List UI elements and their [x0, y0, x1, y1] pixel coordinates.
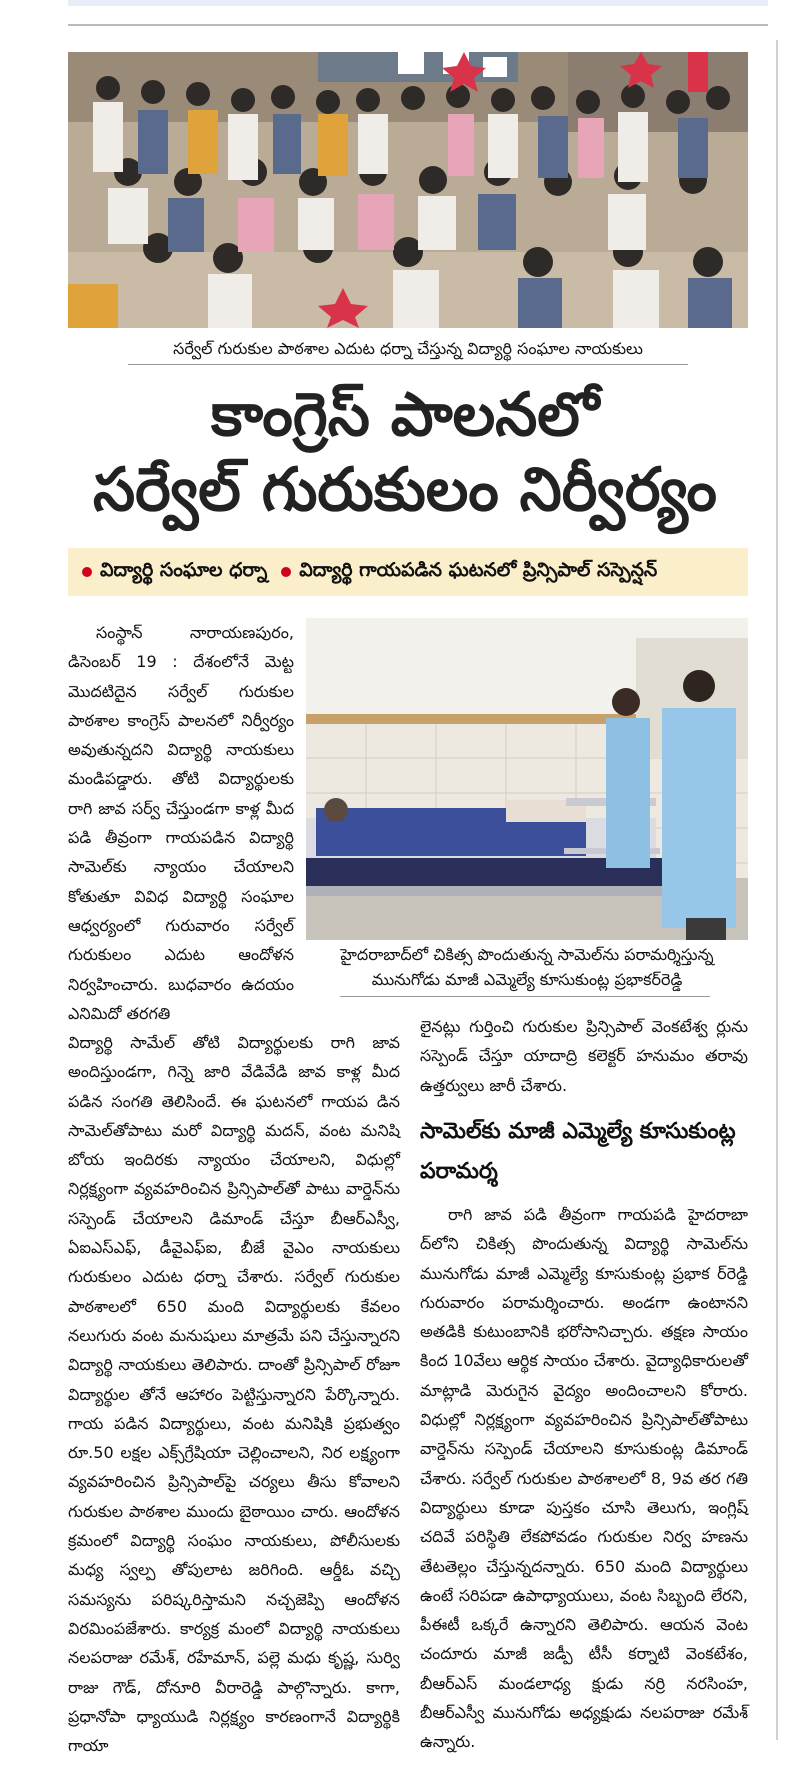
caption-rule — [128, 364, 688, 365]
article-col2-bottom — [420, 1200, 748, 1752]
paragraph: విద్యార్థి సామేల్ తోటి విద్యార్థులకు రాగి జావ అందిస్తుండగా, గిన్నె జారి వేడివేడి జావ కాళ్ల మీద పడిన సంగతి తెలిసిందే. ఈ ఘటనలో గాయప డిన సామెల్‌తోపాటు మరో విద్యార్థి మదన్, వంట మనిషి బోయ ఇందిరకు న్యాయం చేయాలని, విధుల్లో నిర్లక్ష్యంగా వ్యవహరించిన ప్రిన్సిపాల్‌తో పాటు వార్డెన్‌ను సస్పెండ్ చేయాలని డిమాండ్ చేస్తూ బీఆర్ఎస్వీ, ఏఐఎస్ఎఫ్, డీవైఎఫ్ఐ, బీజే వైఎం నాయకులు గురుకులం ఎదుట ధర్నా చేశారు. సర్వేల్ గురుకుల పాఠశాలలో 650 మంది విద్యార్థులకు కేవలం నలుగురు వంట మనుషులు మాత్రమే పని చేస్తున్నారని విద్యార్థి నాయకులు తెలిపారు. దాంతో ప్రిన్సిపాల్ రోజూ విద్యార్థుల తోనే ఆహారం పెట్టిస్తున్నారని పేర్కొన్నారు. గాయ పడిన విద్యార్థులు, వంట మనిషికి ప్రభుత్వం రూ.50 లక్షల ఎక్స్‌గ్రేషియా చెల్లించాలని, నిర లక్ష్యంగా వ్యవహరించిన ప్రిన్సిపాల్‌పై చర్యలు తీసు కోవాలని గురుకుల పాఠశాల ముందు బైఠాయిం చారు. ఆందోళన క్రమంలో విద్యార్థి సంఘం నాయకులు, పోలీసులకు మధ్య స్వల్ప తోపులాట జరిగింది. ఆర్డీఓ వచ్చి సమస్యను పరిష్కరిస్తామని నచ్చజెప్పి ఆందోళన విరమింపజేశారు. కార్యక్ర మంలో విద్యార్థి నాయకులు నలపరాజు రమేశ్, రహేమాన్, పల్లె మధు కృష్ణ, సుర్వి రాజు గౌడ్, దోనూరి వీరారెడ్డి పాల్గొన్నారు. కాగా, ప్రధానోపా ధ్యాయుడి నిర్లక్ష్యం కారణంగానే విద్యార్థికి గాయా — [68, 1033, 400, 1756]
paragraph: లైనట్లు గుర్తించి గురుకుల ప్రిన్సిపాల్ వెంకటేశ్వ ర్లును సస్పెండ్ చేస్తూ యాదాద్రి కలెక్టర్ హనుమం తరావు ఉత్తర్వులు జారీ చేశారు. — [420, 1017, 748, 1095]
bullet-icon — [281, 567, 291, 577]
headline-line-2: సర్వేల్ గురుకులం నిర్వీర్యం — [93, 455, 717, 525]
paragraph: రాగి జావ పడి తీవ్రంగా గాయపడి హైదరాబా ద్‌లోని చికిత్స పొందుతున్న విద్యార్థి సామెల్‌ను మునుగోడు మాజీ ఎమ్మెల్యే కూసుకుంట్ల ప్రభాక ర్‌రెడ్డి గురువారం పరామర్శించారు. అండగా ఉంటానని అతడికి కుటుంబానికి భరోసానిచ్చారు. తక్షణ సాయం కింద 10వేలు ఆర్థిక సాయం చేశారు. వైద్యాధికారులతో మాట్లాడి మెరుగైన వైద్యం అందించాలని కోరారు. విధుల్లో నిర్లక్ష్యంగా వ్యవహరించిన ప్రిన్సిపాల్‌తోపాటు వార్డెన్‌ను సస్పెండ్ చేయాలని కూసుకుంట్ల డిమాండ్ చేశారు. సర్వేల్ గురుకుల పాఠశాలలో 8, 9వ తర గతి విద్యార్థులు కూడా పుస్తకం చూసి తెలుగు, ఇంగ్లిష్ చదివే పరిస్థితి లేకపోవడం గురుకుల నిర్వ హణను తేటతెల్లం చేస్తున్నదన్నారు. 650 మంది విద్యార్థులు ఉంటే సరిపడా ఉపాధ్యాయులు, వంట సిబ్బంది లేరని, పీఈటీ ఒక్కరే ఉన్నారని తెలిపారు. ఆయన వెంట చందూరు మాజీ జడ్పీ టీసీ కర్నాటి వెంకటేశం, బీఆర్ఎస్ మండలాధ్య క్షుడు నర్రి నరసింహ, బీఆర్ఎస్వీ మునుగోడు అధ్యక్షుడు నలపరాజు రమేశ్ ఉన్నారు. — [420, 1205, 748, 1752]
article-col1-bottom — [68, 1028, 400, 1756]
bullet-icon — [82, 567, 92, 577]
caption-rule — [340, 996, 710, 997]
hospital-photo — [306, 618, 748, 940]
column-rule — [776, 40, 778, 1740]
subhead-2: విద్యార్థి గాయపడిన ఘటనలో ప్రిన్సిపాల్ సస్పెన్షన్ — [299, 558, 658, 581]
hospital-caption-line-2: మునుగోడు మాజీ ఎమ్మెల్యే కూసుకుంట్ల ప్రభాకర్‌రెడ్డి — [371, 970, 683, 989]
paragraph: సంస్థాన్ నారాయణపురం, డిసెంబర్ 19 : దేశంలోనే మెట్ట మొదటిదైన సర్వేల్ గురుకుల పాఠశాల కాంగ్రెస్ పాలనలో నిర్వీర్యం అవుతున్నదని విద్యార్థి నాయకులు మండిపడ్డారు. తోటి విద్యార్థులకు రాగి జావ సర్వ్ చేస్తుండగా కాళ్ల మీద పడి తీవ్రంగా గాయపడిన విద్యార్థి సామెల్‌కు న్యాయం చేయాలని కోతుతూ వివిధ విద్యార్థి సంఘాల ఆధ్వర్యంలో గురువారం సర్వేల్ గురుకులం ఎదుట ఆందోళన నిర్వహించారు. బుధవారం ఉదయం ఎనిమిదో తరగతి — [68, 623, 294, 1023]
article-col2-top — [420, 1012, 748, 1102]
article-col1-top — [68, 618, 294, 1028]
section-subhead — [420, 1112, 748, 1192]
top-band — [68, 0, 768, 6]
subhead-1: విద్యార్థి సంఘాల ధర్నా — [100, 558, 268, 581]
protest-photo — [68, 52, 748, 328]
subhead-bar — [68, 548, 748, 596]
protest-photo-caption: సర్వేల్ గురుకుల పాఠశాల ఎదుట ధర్నా చేస్తున్న విద్యార్థి సంఘాల నాయకులు — [173, 339, 643, 358]
headline-line-1: కాంగ్రెస్ పాలనలో — [210, 380, 600, 450]
section-subhead-text: సామెల్‌కు మాజీ ఎమ్మెల్యే కూసుకుంట్ల పరామర్శ — [420, 1119, 736, 1184]
hospital-caption-line-1: హైదరాబాద్‌లో చికిత్స పొందుతున్న సామెల్‌ను పరామర్శిస్తున్న — [340, 945, 714, 964]
top-rule — [68, 24, 768, 26]
